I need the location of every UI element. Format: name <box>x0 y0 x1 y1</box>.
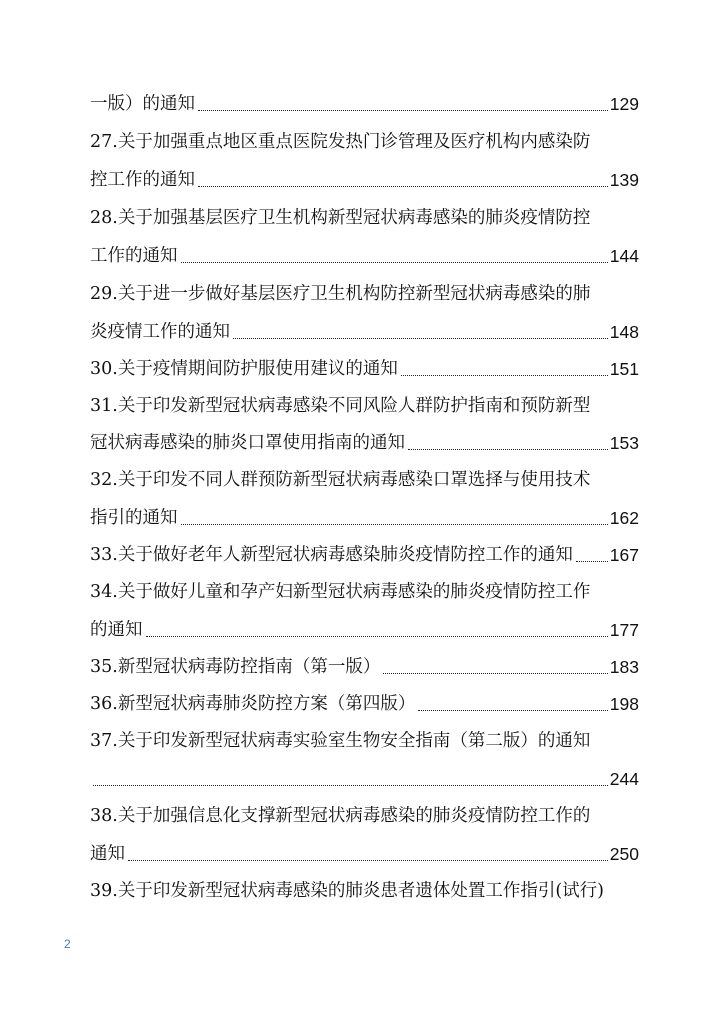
toc-entry-title: 工作的通知 <box>90 246 178 266</box>
toc-entry[interactable] <box>90 804 639 828</box>
toc-entry[interactable] <box>90 580 639 604</box>
toc-leader-dots <box>408 449 608 450</box>
toc-entry[interactable] <box>90 320 639 344</box>
page-number: 2 <box>64 937 71 951</box>
toc-entry[interactable] <box>90 879 639 903</box>
toc-entry[interactable] <box>90 767 639 791</box>
toc-leader-dots <box>181 524 608 525</box>
toc-entry[interactable] <box>90 130 639 154</box>
toc-entry-title: 31.关于印发新型冠状病毒感染不同风险人群防护指南和预防新型 <box>90 396 591 416</box>
toc-entry[interactable] <box>90 168 639 192</box>
toc-entry-title: 27.关于加强重点地区重点医院发热门诊管理及医疗机构内感染防 <box>90 132 591 152</box>
toc-entry[interactable] <box>90 206 639 230</box>
toc-page-number: 183 <box>609 657 639 677</box>
toc-leader-dots <box>128 860 608 861</box>
toc-entry-title: 37.关于印发新型冠状病毒实验室生物安全指南（第二版）的通知 <box>90 731 591 751</box>
toc-entry-title: 的通知 <box>90 620 143 640</box>
toc-leader-dots <box>418 710 607 711</box>
toc-leader-dots <box>233 338 608 339</box>
toc-entry[interactable] <box>90 282 639 306</box>
toc-entry-title: 29.关于进一步做好基层医疗卫生机构防控新型冠状病毒感染的肺 <box>90 284 591 304</box>
toc-entry[interactable] <box>90 655 639 679</box>
toc-entry[interactable] <box>90 394 639 418</box>
toc-entry[interactable] <box>90 543 639 567</box>
toc-entry-title: 39.关于印发新型冠状病毒感染的肺炎患者遗体处置工作指引(试行) <box>90 881 604 901</box>
toc-entry-title: 34.关于做好儿童和孕产妇新型冠状病毒感染的肺炎疫情防控工作 <box>90 582 591 602</box>
toc-page-number: 198 <box>609 694 639 714</box>
toc-entry-title: 控工作的通知 <box>90 170 195 190</box>
toc-page-number: 162 <box>609 508 639 528</box>
toc-entry[interactable] <box>90 357 639 381</box>
toc-entry-title: 指引的通知 <box>90 508 178 528</box>
toc-entry-title: 33.关于做好老年人新型冠状病毒感染肺炎疫情防控工作的通知 <box>90 545 573 565</box>
toc-entry-title: 冠状病毒感染的肺炎口罩使用指南的通知 <box>90 433 405 453</box>
toc-page-number: 148 <box>609 322 639 342</box>
toc-entry-title: 35.新型冠状病毒防控指南（第一版） <box>90 657 381 677</box>
toc-entry-title: 通知 <box>90 844 125 864</box>
toc-page-number: 151 <box>609 359 639 379</box>
toc-entry-title: 28.关于加强基层医疗卫生机构新型冠状病毒感染的肺炎疫情防控 <box>90 208 591 228</box>
toc-entry[interactable] <box>90 468 639 492</box>
toc-entry[interactable] <box>90 618 639 642</box>
toc-page-number: 144 <box>609 246 639 266</box>
toc-page-number: 129 <box>609 94 639 114</box>
toc-leader-dots <box>401 375 608 376</box>
toc-leader-dots <box>198 186 608 187</box>
toc-page-number: 244 <box>609 769 639 789</box>
toc-entry[interactable] <box>90 431 639 455</box>
toc-entry-title: 30.关于疫情期间防护服使用建议的通知 <box>90 359 398 379</box>
toc-entry[interactable] <box>90 244 639 268</box>
toc-entry-title: 一版）的通知 <box>90 94 195 114</box>
toc-page-number: 250 <box>609 844 639 864</box>
toc-entry-title: 36.新型冠状病毒肺炎防控方案（第四版） <box>90 694 416 714</box>
toc-entry[interactable] <box>90 506 639 530</box>
toc-entry-title: 炎疫情工作的通知 <box>90 322 230 342</box>
toc-leader-dots <box>181 262 608 263</box>
toc-entry-title: 32.关于印发不同人群预防新型冠状病毒感染口罩选择与使用技术 <box>90 470 591 490</box>
toc-page-number: 177 <box>609 620 639 640</box>
toc-leader-dots <box>383 673 607 674</box>
toc-leader-dots <box>198 110 608 111</box>
toc-entry[interactable] <box>90 692 639 716</box>
toc-page-number: 139 <box>609 170 639 190</box>
toc-page-number: 167 <box>609 545 639 565</box>
toc-entry[interactable] <box>90 729 639 753</box>
toc-entry-title: 38.关于加强信息化支撑新型冠状病毒感染的肺炎疫情防控工作的 <box>90 806 591 826</box>
toc-entry[interactable] <box>90 842 639 866</box>
toc-leader-dots <box>93 785 608 786</box>
toc-leader-dots <box>146 636 608 637</box>
toc-leader-dots <box>576 561 608 562</box>
toc-page-number: 153 <box>609 433 639 453</box>
toc-entry[interactable] <box>90 92 639 116</box>
